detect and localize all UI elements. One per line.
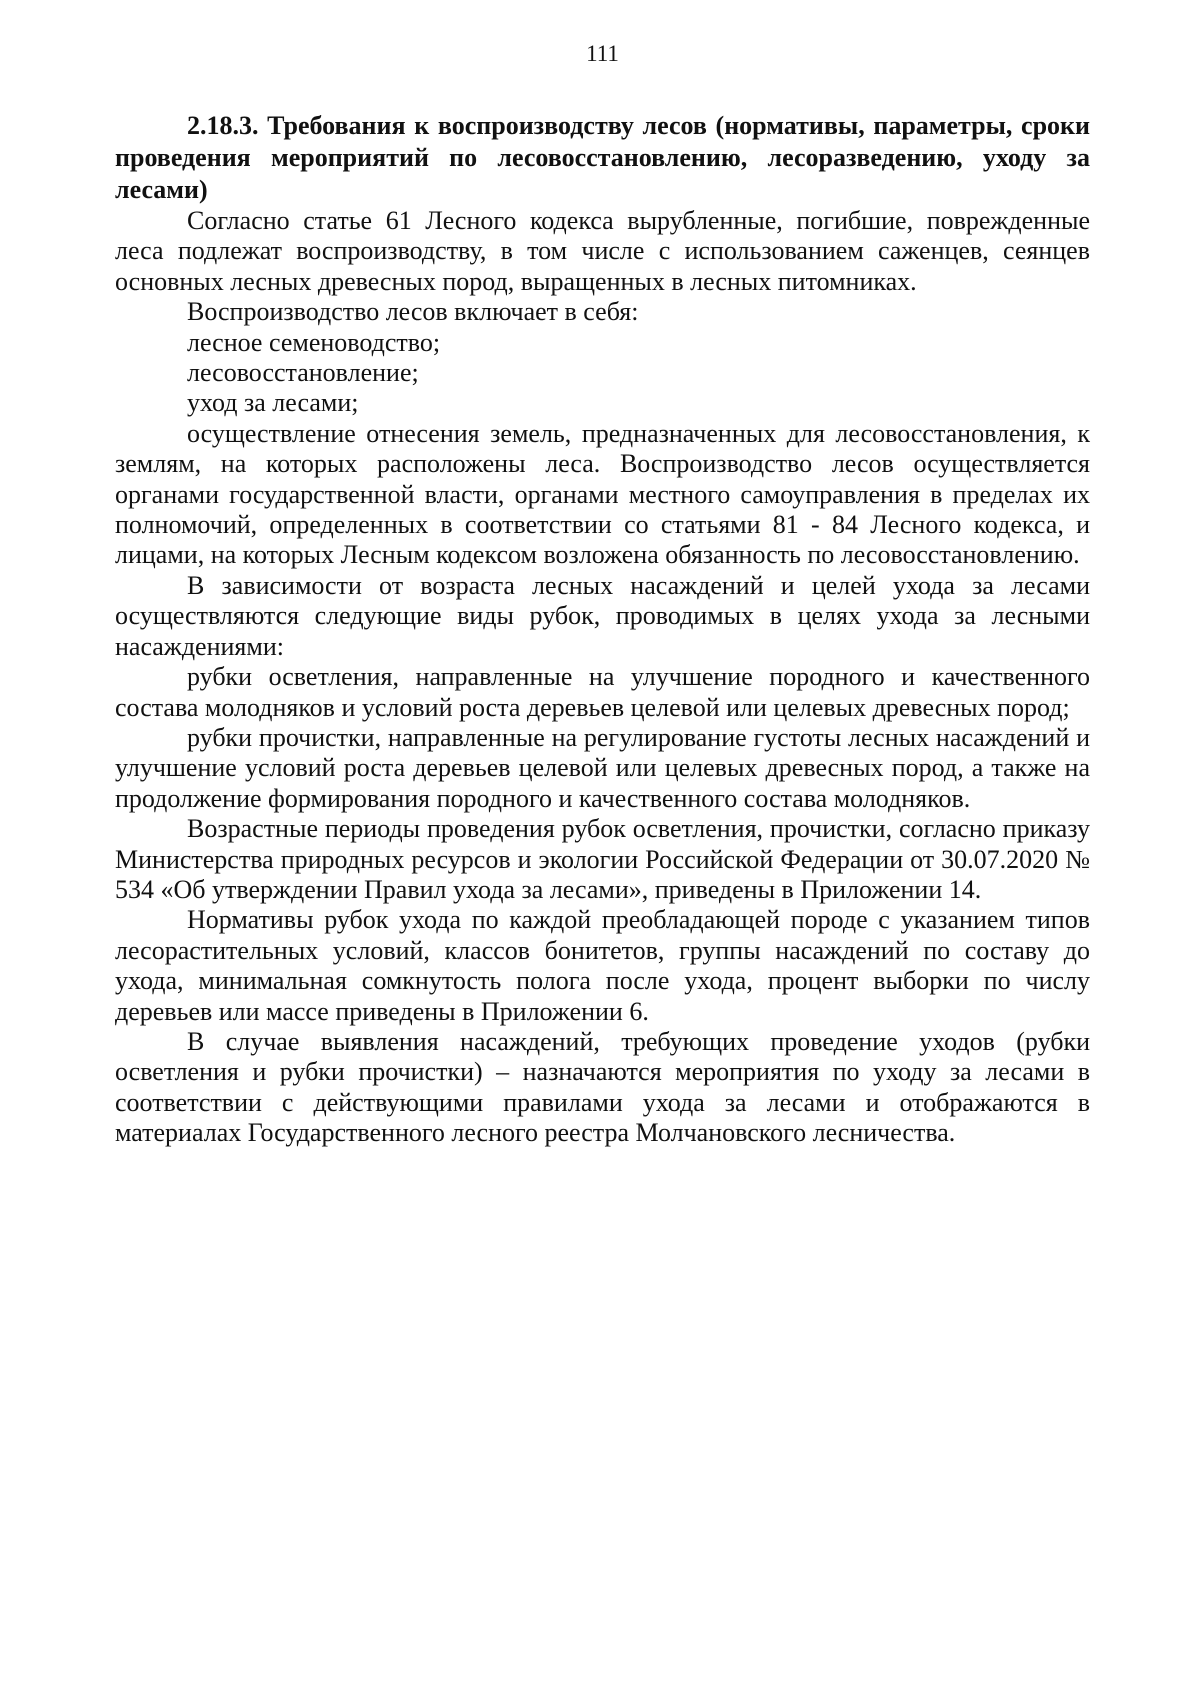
list-item: осуществление отнесения земель, предназначенных для лесовосстановления, к землям, на которых расположены леса. Воспроизводство лесов осуществляется органами государственной власти, органами местного самоуправления в пределах их полномочий, определенных в соответствии со статьями 81 - 84 Лесного кодекса, и лицами, на которых Лесным кодексом возложена обязанность по лесовосстановлению. xyxy=(115,418,1090,570)
paragraph: Возрастные периоды проведения рубок осветления, прочистки, согласно приказу Министерства природных ресурсов и экологии Российской Федерации от 30.07.2020 № 534 «Об утверждении Правил ухода за лесами», приведены в Приложении 14. xyxy=(115,814,1090,904)
list-item: рубки прочистки, направленные на регулирование густоты лесных насаждений и улучшение условий роста деревьев целевой или целевых древесных пород, а также на продолжение формирования породного и качественного состава молодняков. xyxy=(115,722,1090,813)
list-item: лесное семеноводство; xyxy=(187,327,441,357)
page-number: 111 xyxy=(586,41,619,66)
list-item: рубки осветления, направленные на улучшение породного и качественного состава молодняков и условий роста деревьев целевой или целевых древесных пород; xyxy=(115,662,1090,722)
paragraph: Согласно статье 61 Лесного кодекса вырубленные, погибшие, поврежденные леса подлежат воспроизводству, в том числе с использованием саженцев, сеянцев основных лесных древесных пород, выращенных в лесных питомниках. xyxy=(115,206,1090,296)
document-body xyxy=(115,206,1090,1149)
list-item: уход за лесами; xyxy=(187,388,359,418)
paragraph: Воспроизводство лесов включает в себя: xyxy=(187,297,639,327)
paragraph: Нормативы рубок ухода по каждой преобладающей породе с указанием типов лесорастительных условий, классов бонитетов, группы насаждений по составу до ухода, минимальная сомкнутость полога после ухода, процент выборки по числу деревьев или массе приведены в Приложении 6. xyxy=(115,905,1090,1026)
list-item: лесовосстановление; xyxy=(187,358,419,388)
paragraph: В зависимости от возраста лесных насаждений и целей ухода за лесами осуществляются следующие виды рубок, проводимых в целях ухода за лесными насаждениями: xyxy=(115,570,1090,661)
section-heading: 2.18.3. Требования к воспроизводству лесов (нормативы, параметры, сроки проведения мероприятий по лесовосстановлению, лесоразведению, уходу за лесами) xyxy=(115,111,1090,204)
paragraph: В случае выявления насаждений, требующих проведение уходов (рубки осветления и рубки прочистки) – назначаются мероприятия по уходу за лесами в соответствии с действующими правилами ухода за лесами и отображаются в материалах Государственного лесного реестра Молчановского лесничества. xyxy=(115,1026,1090,1148)
